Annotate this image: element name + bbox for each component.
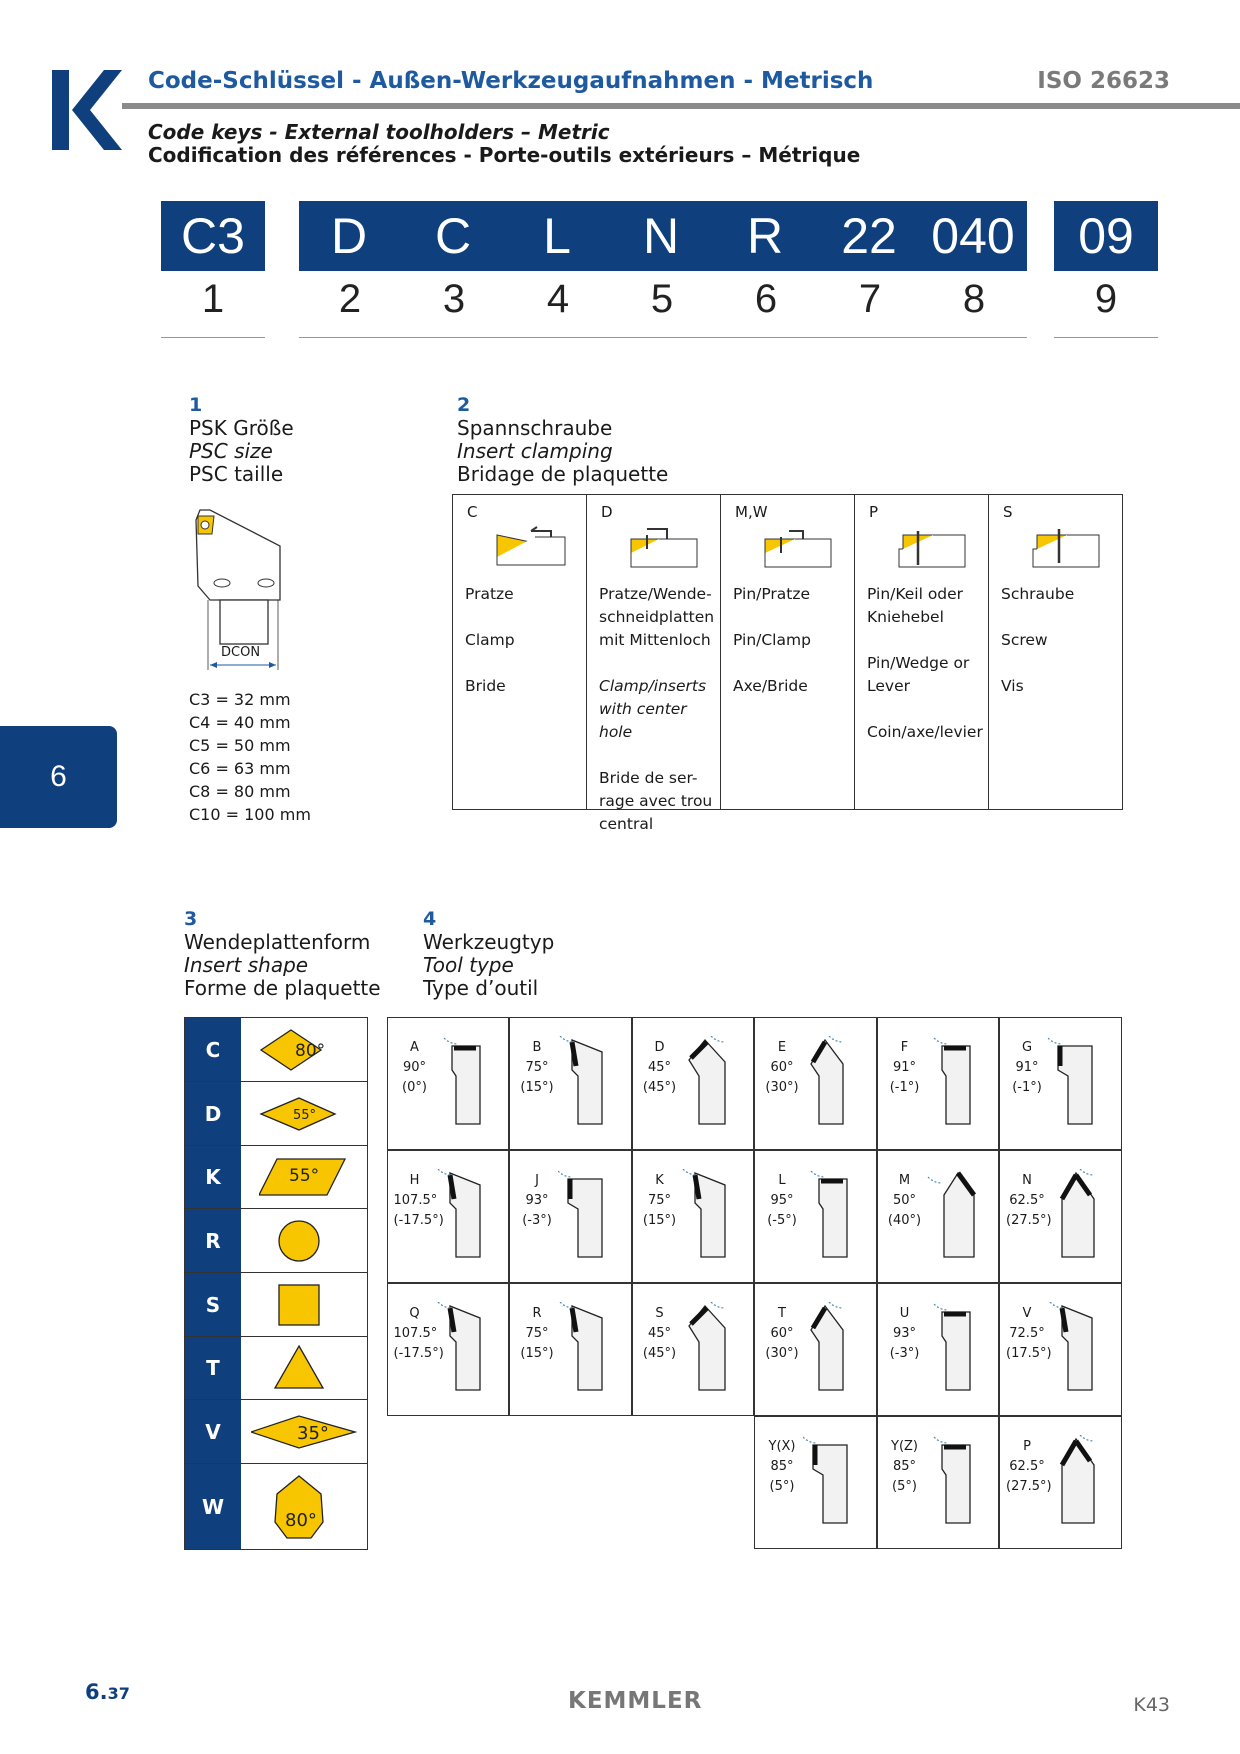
section-title-en: PSC size: [189, 439, 273, 463]
position-number: 6: [754, 277, 778, 321]
code-segment: 09: [1078, 208, 1134, 264]
tool-lead-angle: (45°): [642, 1345, 677, 1361]
tool-lead-angle: (30°): [765, 1079, 799, 1095]
shape-cell: [241, 1273, 367, 1336]
tool-type-label: [884, 1171, 926, 1231]
section-4-heading: [423, 908, 554, 1000]
tool-code: S: [655, 1305, 664, 1321]
tool-angle: 45°: [647, 1059, 672, 1075]
tool-angle: 93°: [892, 1325, 917, 1341]
divider: [161, 337, 265, 338]
clamp-column: [855, 495, 989, 809]
clamp-description: [733, 583, 855, 698]
tool-type-cell: [754, 1283, 877, 1416]
description-line: with center hole: [599, 700, 687, 741]
description-line: mit Mittenloch: [599, 631, 711, 649]
shape-code: C: [185, 1018, 241, 1081]
tool-lead-angle: (40°): [887, 1212, 922, 1228]
tool-code: G: [1021, 1039, 1033, 1055]
tool-holder-icon: [681, 1302, 751, 1402]
clamp-code: M,W: [735, 503, 768, 521]
tool-type-cell: [999, 1416, 1122, 1549]
svg-text:55°: 55°: [293, 1107, 317, 1123]
tool-type-label: [761, 1038, 803, 1098]
code-segment: 040: [931, 208, 1015, 264]
tool-code: E: [777, 1039, 787, 1055]
shape-row: [185, 1018, 367, 1082]
description-line: [733, 606, 855, 629]
code-group-2: [299, 201, 1027, 271]
section-title-de: PSK Größe: [189, 416, 294, 440]
list-item: C5 = 50 mm: [189, 736, 291, 755]
description-line: Pratze: [465, 585, 514, 603]
section-title-fr: PSC taille: [189, 462, 284, 486]
page-subtitle-en: Code keys - External toolholders – Metric: [148, 120, 610, 144]
tool-lead-angle: (15°): [520, 1079, 554, 1095]
tool-type-label: [761, 1437, 803, 1497]
tool-holder-icon: [803, 1302, 873, 1402]
shape-cell: [241, 1018, 367, 1081]
tool-type-label: [1006, 1304, 1052, 1364]
tool-type-cell: [754, 1150, 877, 1283]
tool-type-cell: [999, 1150, 1122, 1283]
page-subtitle-fr: Codification des références - Porte-outils extérieurs – Métrique: [148, 143, 861, 167]
shape-row: [185, 1464, 367, 1549]
tool-holder-icon: [1048, 1036, 1118, 1136]
tool-type-cell: [754, 1017, 877, 1150]
tool-code: K: [655, 1172, 664, 1188]
tool-holder-icon: [436, 1169, 506, 1269]
shape-code: S: [185, 1273, 241, 1336]
rhombus35-insert-icon: [251, 1408, 357, 1456]
tool-type-label: [393, 1171, 444, 1231]
section-tab[interactable]: 6: [0, 726, 117, 828]
description-line: Bride de ser-: [599, 769, 698, 787]
section-title-en: Tool type: [423, 953, 514, 977]
section-title-fr: Forme de plaquette: [184, 976, 381, 1000]
rhombus80-insert-icon: [259, 1026, 349, 1074]
page-title: Code-Schlüssel - Außen-Werkzeugaufnahmen - Metrisch: [148, 68, 874, 94]
tool-lead-angle: (27.5°): [1006, 1212, 1052, 1228]
position-numbers: [0, 277, 1240, 327]
section-2-heading: [457, 394, 668, 486]
standard-label: ISO 26623: [1037, 68, 1170, 94]
tool-code: Y(X): [768, 1438, 796, 1454]
description-line: [465, 652, 587, 675]
section-title-en: Insert shape: [184, 953, 309, 977]
tool-holder-icon: [926, 1036, 996, 1136]
description-line: Pin/Keil oder: [867, 585, 964, 603]
description-line: Pin/Wedge or: [867, 654, 970, 672]
circle-insert-icon: [259, 1217, 349, 1265]
tool-type-grid: [387, 1017, 1122, 1494]
description-line: Axe/Bride: [733, 677, 808, 695]
tool-lead-angle: (-3°): [522, 1212, 552, 1228]
section-title-de: Wendeplattenform: [184, 930, 371, 954]
clamp-icon: [763, 523, 835, 571]
description-line: [867, 698, 989, 721]
tool-type-label: [393, 1304, 444, 1364]
tool-type-cell: [999, 1283, 1122, 1416]
psc-holder-drawing: [180, 508, 290, 673]
description-line: Coin/axe/levier: [867, 723, 983, 741]
tool-type-label: [1006, 1038, 1048, 1098]
shape-row: [185, 1209, 367, 1273]
tool-type-cell: [877, 1283, 1000, 1416]
tool-holder-icon: [803, 1036, 873, 1136]
tool-type-label: [639, 1304, 681, 1364]
list-item: C3 = 32 mm: [189, 690, 291, 709]
header-rule: [122, 103, 1240, 109]
tool-lead-angle: (-17.5°): [393, 1345, 444, 1361]
tool-holder-icon: [436, 1302, 506, 1402]
position-number: 2: [338, 277, 362, 321]
description-line: Clamp: [465, 631, 515, 649]
tool-code: P: [1023, 1438, 1031, 1454]
tool-type-label: [639, 1171, 681, 1231]
tool-type-label: [516, 1038, 558, 1098]
tool-lead-angle: (27.5°): [1006, 1478, 1052, 1494]
clamp-icon: [897, 523, 969, 571]
description-line: [867, 629, 989, 652]
tool-angle: 91°: [1015, 1059, 1039, 1075]
code-segment: R: [746, 208, 784, 264]
shape-row: [185, 1273, 367, 1337]
code-segment: C3: [181, 208, 245, 264]
tool-type-cell: [877, 1017, 1000, 1150]
svg-text:80°: 80°: [285, 1509, 317, 1531]
tool-type-cell: [509, 1017, 632, 1150]
tool-lead-angle: (15°): [520, 1345, 554, 1361]
square-insert-icon: [259, 1281, 349, 1329]
tool-angle: 95°: [770, 1192, 794, 1208]
description-line: [1001, 652, 1123, 675]
shape-code: V: [185, 1400, 241, 1463]
tool-angle: 50°: [892, 1192, 917, 1208]
list-item: C10 = 100 mm: [189, 805, 311, 824]
description-line: central: [599, 815, 654, 833]
tool-angle: 107.5°: [393, 1192, 438, 1208]
tool-type-label: [1006, 1437, 1052, 1497]
code-group-1: [161, 201, 265, 271]
tool-angle: 85°: [770, 1458, 794, 1474]
clamp-column: [453, 495, 587, 809]
clamp-code: P: [869, 503, 879, 521]
tool-type-cell: [387, 1017, 510, 1150]
tool-type-cell: [754, 1416, 877, 1549]
tool-lead-angle: (5°): [892, 1478, 917, 1494]
tool-angle: 62.5°: [1009, 1458, 1045, 1474]
tool-type-label: [1006, 1171, 1052, 1231]
tool-angle: 62.5°: [1009, 1192, 1045, 1208]
tool-holder-icon: [926, 1435, 996, 1535]
divider: [1054, 337, 1158, 338]
tool-type-cell: [632, 1150, 755, 1283]
clamp-description: [599, 583, 721, 836]
page-chapter: 6.: [85, 1680, 108, 1704]
tool-holder-icon: [1048, 1169, 1118, 1269]
section-number: 2: [457, 394, 471, 416]
tool-type-cell: [509, 1283, 632, 1416]
section-number: 1: [189, 394, 203, 416]
tool-code: Q: [409, 1305, 420, 1321]
tool-holder-icon: [926, 1169, 996, 1269]
tool-lead-angle: (0°): [402, 1079, 427, 1095]
tool-angle: 90°: [402, 1059, 427, 1075]
tool-angle: 75°: [647, 1192, 672, 1208]
clamp-icon: [1031, 523, 1103, 571]
shape-code: W: [185, 1464, 241, 1549]
tool-holder-icon: [558, 1302, 628, 1402]
page-number: [85, 1680, 130, 1704]
description-line: [465, 606, 587, 629]
tool-angle: 72.5°: [1009, 1325, 1045, 1341]
tool-holder-icon: [803, 1435, 873, 1535]
page-sub: 37: [107, 1684, 130, 1703]
description-line: Vis: [1001, 677, 1024, 695]
description-line: Kniehebel: [867, 608, 944, 626]
tool-code: J: [535, 1172, 539, 1188]
section-title-fr: Type d’outil: [423, 976, 539, 1000]
shape-code: K: [185, 1146, 241, 1208]
tool-type-cell: [999, 1017, 1122, 1150]
tool-type-cell: [632, 1283, 755, 1416]
position-number: 1: [201, 277, 225, 321]
tool-code: D: [654, 1039, 665, 1055]
insert-clamping-table: [452, 494, 1123, 833]
tool-type-cell: [632, 1017, 755, 1150]
divider: [299, 337, 1027, 338]
shape-cell: [241, 1464, 367, 1549]
shape-cell: [241, 1337, 367, 1399]
code-segment: L: [543, 208, 571, 264]
tool-code: H: [409, 1172, 420, 1188]
tool-angle: 60°: [770, 1059, 794, 1075]
description-line: Pin/Pratze: [733, 585, 811, 603]
description-line: Screw: [1001, 631, 1048, 649]
tool-code: B: [532, 1039, 542, 1055]
tool-type-label: [884, 1304, 926, 1364]
tool-type-label: [761, 1304, 803, 1364]
tool-type-cell: [387, 1283, 510, 1416]
section-title-fr: Bridage de plaquette: [457, 462, 669, 486]
tool-lead-angle: (15°): [642, 1212, 677, 1228]
description-line: schneidplatten: [599, 608, 715, 626]
code-segment: 22: [841, 208, 897, 264]
tool-angle: 60°: [770, 1325, 794, 1341]
shape-cell: [241, 1400, 367, 1463]
clamp-column: [989, 495, 1123, 809]
code-segment: N: [642, 208, 680, 264]
tool-code: V: [1022, 1305, 1032, 1321]
list-item: C4 = 40 mm: [189, 713, 291, 732]
shape-cell: [241, 1209, 367, 1272]
triangle-insert-icon: [259, 1344, 349, 1392]
tool-code: M: [898, 1172, 911, 1188]
tool-type-label: [884, 1038, 926, 1098]
tool-code: U: [899, 1305, 910, 1321]
tool-lead-angle: (-3°): [889, 1345, 920, 1361]
position-number: 3: [442, 277, 466, 321]
section-title-en: Insert clamping: [457, 439, 613, 463]
section-3-heading: [184, 908, 381, 1000]
parallelogram-insert-icon: [259, 1153, 349, 1201]
shape-code: D: [185, 1082, 241, 1145]
clamp-description: [465, 583, 587, 698]
tool-code: L: [778, 1172, 786, 1188]
position-number: 5: [650, 277, 674, 321]
brand-name: KEMMLER: [568, 1688, 703, 1714]
tool-holder-icon: [436, 1036, 506, 1136]
tool-code: A: [410, 1039, 419, 1055]
tool-lead-angle: (-17.5°): [393, 1212, 444, 1228]
tool-angle: 85°: [892, 1458, 917, 1474]
tool-type-label: [761, 1171, 803, 1231]
tool-angle: 93°: [525, 1192, 549, 1208]
tool-type-label: [394, 1038, 436, 1098]
tool-code: N: [1022, 1172, 1032, 1188]
tool-code: Y(Z): [891, 1438, 918, 1454]
description-line: [599, 652, 721, 675]
position-number: 4: [546, 277, 570, 321]
tool-angle: 75°: [525, 1325, 549, 1341]
list-item: C6 = 63 mm: [189, 759, 291, 778]
tool-angle: 91°: [892, 1059, 917, 1075]
clamp-code: D: [601, 503, 613, 521]
section-number: 4: [423, 908, 437, 930]
clamp-code: C: [467, 503, 478, 521]
tool-lead-angle: (-5°): [767, 1212, 797, 1228]
shape-cell: [241, 1146, 367, 1208]
tool-holder-icon: [1048, 1302, 1118, 1402]
shape-code: R: [185, 1209, 241, 1272]
section-number: 3: [184, 908, 198, 930]
shape-cell: [241, 1082, 367, 1145]
clamp-description: [1001, 583, 1123, 698]
svg-text:80°: 80°: [295, 1040, 326, 1061]
description-line: Clamp/inserts: [599, 677, 707, 695]
description-line: rage avec trou: [599, 792, 713, 810]
kemmler-logo: [52, 70, 122, 150]
description-line: [599, 744, 721, 767]
tool-holder-icon: [681, 1036, 751, 1136]
tool-type-label: [516, 1304, 558, 1364]
tool-type-label: [639, 1038, 681, 1098]
tool-lead-angle: (5°): [769, 1478, 795, 1494]
shape-row: [185, 1400, 367, 1464]
code-segment: C: [434, 208, 472, 264]
tool-type-label: [884, 1437, 926, 1497]
dimension-label: DCON: [221, 645, 261, 660]
description-line: Schraube: [1001, 585, 1075, 603]
tool-angle: 45°: [647, 1325, 672, 1341]
tool-code: R: [532, 1305, 542, 1321]
clamp-code: S: [1003, 503, 1013, 521]
trigon-insert-icon: [259, 1472, 349, 1542]
clamp-icon: [629, 523, 701, 571]
code-segment: D: [330, 208, 368, 264]
description-line: Bride: [465, 677, 506, 695]
shape-row: [185, 1146, 367, 1209]
tool-type-cell: [877, 1416, 1000, 1549]
clamp-icon: [495, 523, 567, 571]
tool-type-cell: [877, 1150, 1000, 1283]
shape-row: [185, 1337, 367, 1400]
tool-lead-angle: (45°): [642, 1079, 677, 1095]
tool-holder-icon: [926, 1302, 996, 1402]
rhombus55-insert-icon: [259, 1090, 349, 1138]
clamp-column: [587, 495, 721, 833]
code-group-3: [1054, 201, 1158, 271]
tool-lead-angle: (-1°): [889, 1079, 920, 1095]
tool-holder-icon: [558, 1169, 628, 1269]
tool-type-cell: [387, 1150, 510, 1283]
tool-holder-icon: [681, 1169, 751, 1269]
shape-row: [185, 1082, 367, 1146]
tool-angle: 75°: [525, 1059, 549, 1075]
section-title-de: Werkzeugtyp: [423, 930, 555, 954]
position-number: 8: [962, 277, 986, 321]
tool-code: T: [778, 1305, 786, 1321]
tool-type-label: [516, 1171, 558, 1231]
tool-holder-icon: [1048, 1435, 1118, 1535]
tool-lead-angle: (17.5°): [1006, 1345, 1052, 1361]
shape-code: T: [185, 1337, 241, 1399]
section-1-heading: [189, 394, 294, 486]
tool-code: F: [900, 1039, 909, 1055]
description-line: Pin/Clamp: [733, 631, 811, 649]
tool-angle: 107.5°: [393, 1325, 438, 1341]
tool-lead-angle: (30°): [765, 1345, 799, 1361]
section-title-de: Spannschraube: [457, 416, 613, 440]
position-number: 9: [1094, 277, 1118, 321]
clamp-column: [721, 495, 855, 809]
clamp-description: [867, 583, 989, 744]
list-item: C8 = 80 mm: [189, 782, 291, 801]
description-line: [733, 652, 855, 675]
svg-text:55°: 55°: [289, 1166, 320, 1186]
svg-text:35°: 35°: [297, 1422, 329, 1444]
description-line: Pratze/Wende-: [599, 585, 712, 603]
description-line: Lever: [867, 677, 910, 695]
description-line: [1001, 606, 1123, 629]
tool-holder-icon: [803, 1169, 873, 1269]
tool-holder-icon: [558, 1036, 628, 1136]
position-number: 7: [858, 277, 882, 321]
insert-shape-table: [184, 1017, 368, 1550]
catalog-reference: K43: [1133, 1694, 1170, 1716]
psc-size-list: [189, 688, 311, 826]
tool-lead-angle: (-1°): [1012, 1079, 1042, 1095]
tool-type-cell: [509, 1150, 632, 1283]
